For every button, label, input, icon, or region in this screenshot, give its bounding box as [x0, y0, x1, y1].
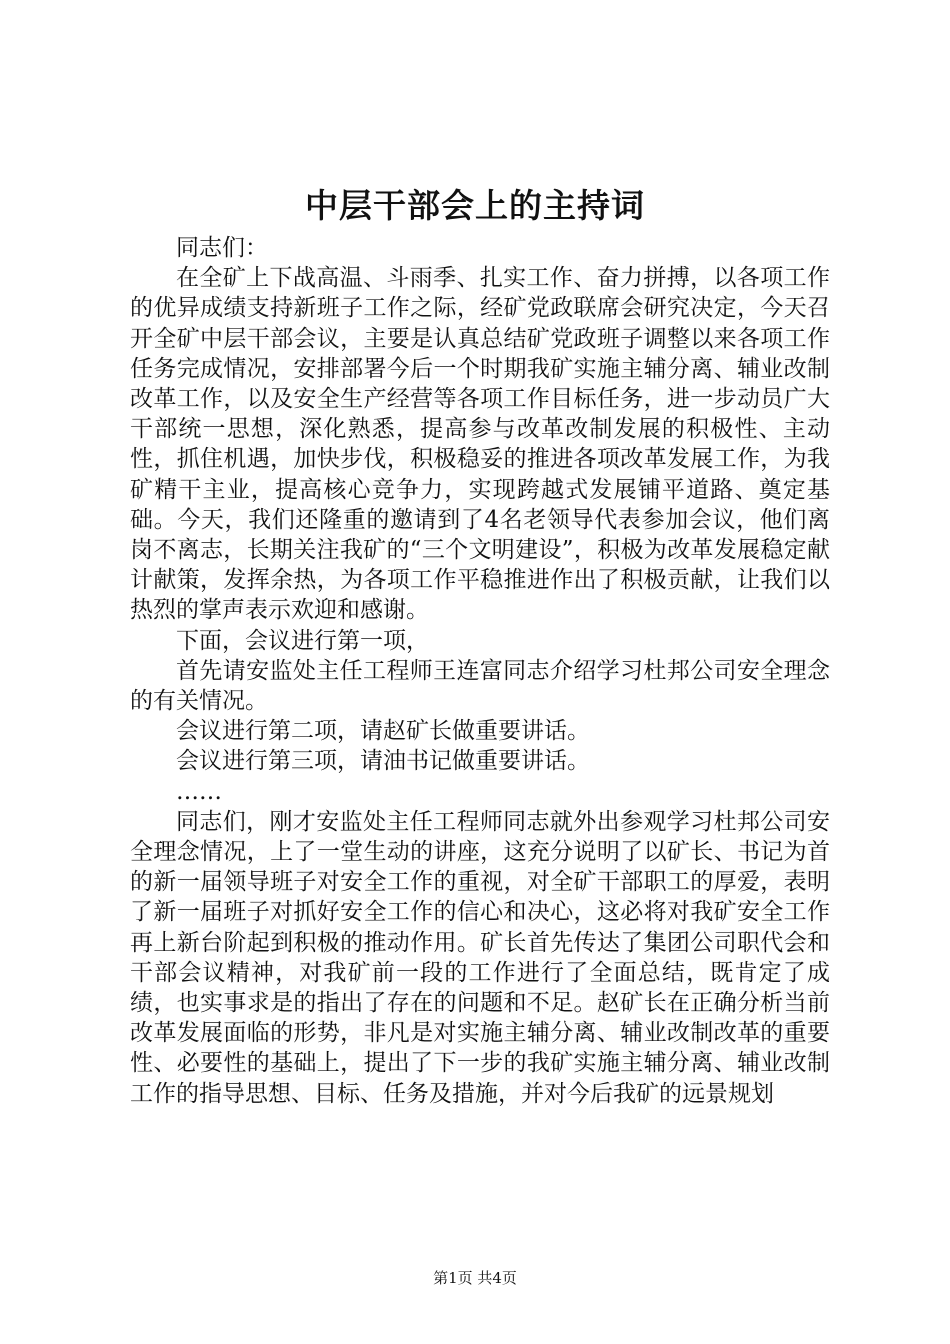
page-footer: 第1页 共4页	[433, 1269, 517, 1287]
paragraph-ellipsis: ……	[176, 778, 222, 805]
paragraph-agenda-item-2: 会议进行第二项，请赵矿长做重要讲话。	[176, 718, 590, 745]
paragraph-agenda-item-3: 会议进行第三项，请油书记做重要讲话。	[176, 748, 590, 775]
document-title: 中层干部会上的主持词	[305, 186, 645, 225]
document-body	[130, 233, 830, 1109]
paragraph-agenda-item-1: 首先请安监处主任工程师王连富同志介绍学习杜邦公司安全理念的有关情况。	[130, 657, 830, 715]
paragraph-salutation: 同志们：	[176, 235, 268, 261]
paragraph-agenda-intro: 下面，会议进行第一项，	[176, 627, 429, 654]
paragraph-summary: 同志们，刚才安监处主任工程师同志就外出参观学习杜邦公司安全理念情况，上了一堂生动的讲座，这充分说明了以矿长、书记为首的新一届领导班子对安全工作的重视，对全矿干部职工的厚爱，表明了新一届班子对抓好安全工作的信心和决心，这必将对我矿安全工作再上新台阶起到积极的推动作用。矿长首先传达了集团公司职代会和干部会议精神，对我矿前一段的工作进行了全面总结，既肯定了成绩，也实事求是的指出了存在的问题和不足。赵矿长在正确分析当前改革发展面临的形势，非凡是对实施主辅分离、辅业改制改革的重要性、必要性的基础上，提出了下一步的我矿实施主辅分离、辅业改制工作的指导思想、目标、任务及措施，并对今后我矿的远景规划	[130, 808, 830, 1107]
paragraph-opening: 在全矿上下战高温、斗雨季、扎实工作、奋力拼搏，以各项工作的优异成绩支持新班子工作之际，经矿党政联席会研究决定，今天召开全矿中层干部会议，主要是认真总结矿党政班子调整以来各项工作任务完成情况，安排部署今后一个时期我矿实施主辅分离、辅业改制改革工作，以及安全生产经营等各项工作目标任务，进一步动员广大干部统一思想，深化熟悉，提高参与改革改制发展的积极性、主动性，抓住机遇，加快步伐，积极稳妥的推进各项改革发展工作，为我矿精干主业，提高核心竞争力，实现跨越式发展铺平道路、奠定基础。今天，我们还隆重的邀请到了4名老领导代表参加会议，他们离岗不离志，长期关注我矿的“三个文明建设”，积极为改革发展稳定献计献策，发挥余热，为各项工作平稳推进作出了积极贡献，让我们以热烈的掌声表示欢迎和感谢。	[130, 265, 830, 624]
